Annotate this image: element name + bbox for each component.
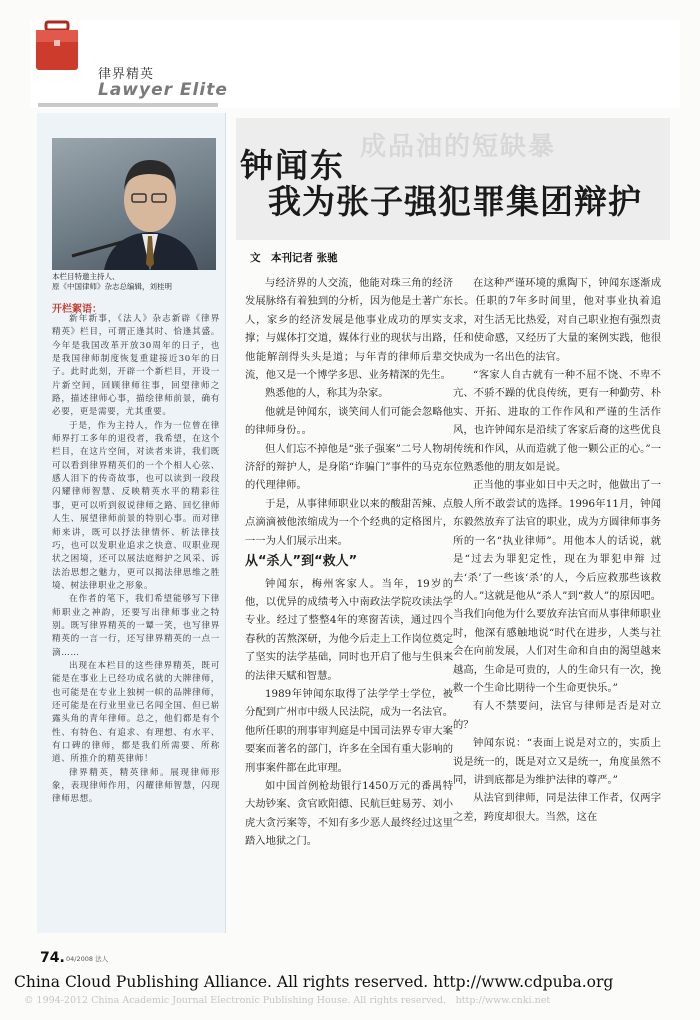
- article-paragraph: 熟悉他的人，称其为杂家。: [265, 387, 389, 400]
- intro-paragraph: 新年新事，《法人》杂志新辟《律界精英》栏目，可谓正逢其时、恰逢其盛。今年是我国改革开放30周年的日子，也是我国律师制度恢复重建接近30年的日子。此时此刻，开辟一个新栏目，开设一片新空间，回顾律师往事，回望律师之路，描述律师心事，描绘律师前景，确有必要，更是需要，尤其重要。: [52, 314, 220, 418]
- article-column-1: [245, 274, 453, 934]
- article-paragraph: 1989年钟闻东取得了法学学士学位，被分配到广州市中级人民法院，成为一名法官。他所任职的刑事审判庭是中国司法界专审大案要案而著名的部门，许多在全国有重大影响的刑事案件都在此审理。: [245, 687, 453, 774]
- article-paragraph: “客家人自古就有一种不屈不饶、不卑不亢、不骄不躁的优良传统，更有一种勤劳、朴实、开拓、进取的工作作风和严谨的生活作风，也许钟闻东是沿续了客家后裔的这些优良传统和作风，从而造就了他一颗公正的心。”一位熟悉他的朋友如是说。: [453, 369, 661, 474]
- page-number: 74.: [40, 950, 65, 966]
- portrait-image: [52, 138, 216, 270]
- article-column-2: [453, 274, 661, 934]
- intro-paragraph: 律界精英，精英律师。展现律师形象，表现律师作用，闪耀律师智慧，闪现律师思想。: [52, 767, 220, 805]
- column-intro-text: [52, 313, 220, 878]
- article-paragraph: 但人们忘不掉他是“张子强案”二号人物胡济舒的辩护人，是身陷“诈骗门”事件的马克东的代理律师。: [245, 442, 453, 492]
- section-heading: 从“杀人”到“救人”: [245, 554, 358, 570]
- copyright-line: China Cloud Publishing Alliance. All rights reserved. http://www.cdpuba.org: [14, 973, 614, 991]
- byline: 文 本刊记者 张驰: [250, 252, 338, 264]
- article-paragraph: 在这种严谨环境的熏陶下，钟闻东逐渐成长。任职的7年多时间里，他对事业执着追求，对生活无比热爱，对自己职业抱有强烈责任和使命感，又经历了大量的案例实践，他很快成为一名出色的法官。: [453, 277, 661, 363]
- briefcase-icon: [34, 20, 80, 72]
- article-paragraph: 有人不禁要问，法官与律师是否是对立的？: [453, 700, 661, 731]
- title-background-text: 成品油的短缺暴: [360, 132, 557, 162]
- intro-paragraph: 出现在本栏目的这些律界精英，既可能是在事业上已经功成名就的大牌律师，也可能是在专业上独树一帜的品牌律师，还可能是在行业里业已名闻全国、但已崭露头角的青年律师。总之，他们都是有个性、有特色、有追求、有理想、有水平、有口碑的律师，都是我们所需要、所称道、所推介的精英律师！: [52, 660, 220, 765]
- section-label-cn: 律界精英: [98, 67, 155, 82]
- article-title: 我为张子强犯罪集团辩护: [268, 182, 642, 221]
- article-paragraph: 于是，从事律师职业以来的酸甜苦辣、点点滴滴被他浓缩成为一个个经典的定格图片，一一为人们展示出来。: [245, 497, 453, 547]
- article-paragraph: 钟闻东，梅州客家人。当年，19岁的他，以优异的成绩考入中南政法学院攻读法学专业。经过了整整4年的寒窗苦读，通过四个春秋的苦熬深研，为他今后走上工作岗位奠定了坚实的法学基础，同时也开启了他与生俱来的法律天赋和智慧。: [245, 577, 453, 682]
- article-paragraph: 与经济界的人交流，他能对珠三角的经济发展脉络有着独到的分析，因为他是土著广东人，家乡的经济发展是他事业成功的厚实支撑；与媒体打交道，媒体行业的现状与出路，他能解剖得头头是道；与年青的律师后辈交流，他又是一个博学多思、业务精深的先生。: [245, 277, 453, 382]
- host-photo: [52, 138, 216, 270]
- article-paragraph: 如中国首例枪劫银行1450万元的番禺特大劫钞案、贪官欧阳德、民航巨蛀易芳、刘小虎大贪污案等，不知有多少恶人最终经过这里踏入地狱之门。: [245, 779, 453, 848]
- caption-line-2: 原《中国律师》杂志总编辑，刘桂明: [52, 282, 172, 291]
- column-intro-title: 开栏絮语：: [52, 304, 102, 315]
- watermark-line: © 1994-2012 China Academic Journal Electronic Publishing House. All rights reserved. http://www.cnki.net: [24, 995, 551, 1006]
- header-rule: [38, 103, 218, 107]
- article-paragraph: 钟闻东说：“表面上说是对立的，实质上说是统一的，既是对立又是统一，角度虽然不同，讲到底都是为维护法律的尊严。”: [453, 737, 661, 786]
- photo-caption: [52, 272, 222, 292]
- article-paragraph: 他就是钟闻东，谈笑间人们可能会忽略他的律师身份。。: [245, 405, 453, 437]
- intro-paragraph: 于是，作为主持人，作为一位曾在律师界打工多年的退役者，我希望，在这个栏目，在这片空间，对读者来讲，我们既可以看到律界精英们的一个个相人心弦、感人泪下的传奇故事，也可以读到一段段闪耀律师智慧、反映精英水平的精彩往事，更可以听到叙说律师之路、回忆律师人生、展望律师前景的特别心事。而对律师来讲，既可以抒法律情怀、析法律技巧，也可以发职业追求之快意、叹职业现状之困境，还可以展法庭辩护之风采、诉法治思想之魅力，更可以揭法律思维之胜境、树法律职业之形象。: [52, 420, 220, 591]
- article-paragraph: 从法官到律师，同是法律工作者，仅两字之差，跨度却很大。当然，这在: [453, 792, 661, 823]
- issue-info: 04/2008 法人: [66, 955, 109, 963]
- article-paragraph: 正当他的事业如日中天之时，他做出了一般人所不敢尝试的选择。1996年11月，钟闻东毅然放弃了法官的职业，成为方圆律师事务所的一名“执业律师”。用他本人的话说，就是“过去为罪犯定性，现在为罪犯申辩 过去‘杀’了一些该‘杀’的人，今后应救那些该救的人。”这就是他从“杀人”到“救人”的原因吧。当我们向他为什么要放弃法官而从事律师职业时，他深有感触地说“时代在进步，人类与社会在向前发展，人们对生命和自由的渴望越来越高，生命是可贵的，人的生命只有一次，挽救一个生命比期待一个生命更快乐。”: [453, 479, 661, 694]
- article-title-name: 钟闻东: [240, 146, 345, 185]
- caption-line-1: 本栏目特邀主持人、: [52, 272, 120, 281]
- section-label-en: Lawyer Elite: [98, 80, 228, 100]
- intro-paragraph: 在作者的笔下，我们希望能够写下律师职业之神韵，还要写出律师事业之特别。既写律界精英的一颦一笑，也写律界精英的一言一行，还写律界精英的一点一滴……: [52, 594, 220, 658]
